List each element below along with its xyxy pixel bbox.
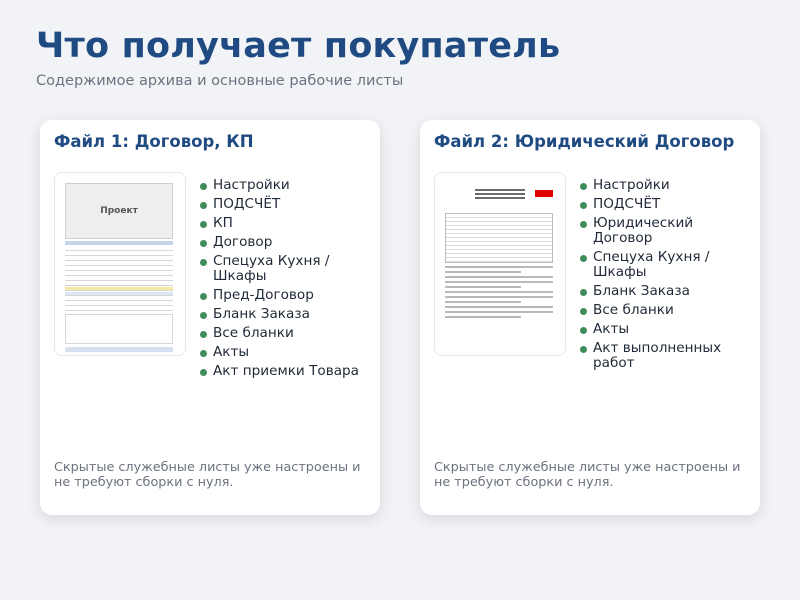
document-preview [445, 187, 553, 318]
page-title: Что получает покупатель [36, 26, 561, 66]
sheet-item: Все бланки [580, 303, 748, 318]
sheet-item: Акт приемки Товара [200, 364, 368, 379]
card-title: Файл 1: Договор, КП [54, 132, 254, 151]
red-stamp-mark [535, 190, 553, 197]
sheet-item: Пред-Договор [200, 288, 368, 303]
sheet-item: Все бланки [200, 326, 368, 341]
sheet-item: Акты [580, 322, 748, 337]
page-subtitle: Содержимое архива и основные рабочие листы [36, 73, 404, 89]
card-title: Файл 2: Юридический Договор [434, 132, 735, 151]
file-card-2 [420, 120, 760, 515]
card-note: Скрытые служебные листы уже настроены и не требуют сборки с нуля. [54, 460, 361, 490]
sheet-item: Юридический Договор [580, 216, 748, 246]
sheet-item: Настройки [580, 178, 748, 193]
sheet-item: Акт выполненных работ [580, 341, 748, 371]
sheet-list [580, 178, 748, 375]
sheet-list [200, 178, 368, 383]
card-note: Скрытые служебные листы уже настроены и не требуют сборки с нуля. [434, 460, 741, 490]
sheet-item: Спецуха Кухня / Шкафы [200, 254, 368, 284]
sheet-item: Бланк Заказа [200, 307, 368, 322]
sheet-item: Бланк Заказа [580, 284, 748, 299]
sheet-grid-preview [65, 241, 173, 341]
sheet-item: ПОДСЧЁТ [200, 197, 368, 212]
sheet-item: Настройки [200, 178, 368, 193]
sheet-item: Спецуха Кухня / Шкафы [580, 250, 748, 280]
spreadsheet-preview-thumbnail [54, 172, 186, 356]
sheet-item: ПОДСЧЁТ [580, 197, 748, 212]
sheet-item: КП [200, 216, 368, 231]
project-placeholder: Проект [65, 183, 173, 239]
document-preview-thumbnail [434, 172, 566, 356]
file-card-1 [40, 120, 380, 515]
sheet-item: Акты [200, 345, 368, 360]
sheet-item: Договор [200, 235, 368, 250]
